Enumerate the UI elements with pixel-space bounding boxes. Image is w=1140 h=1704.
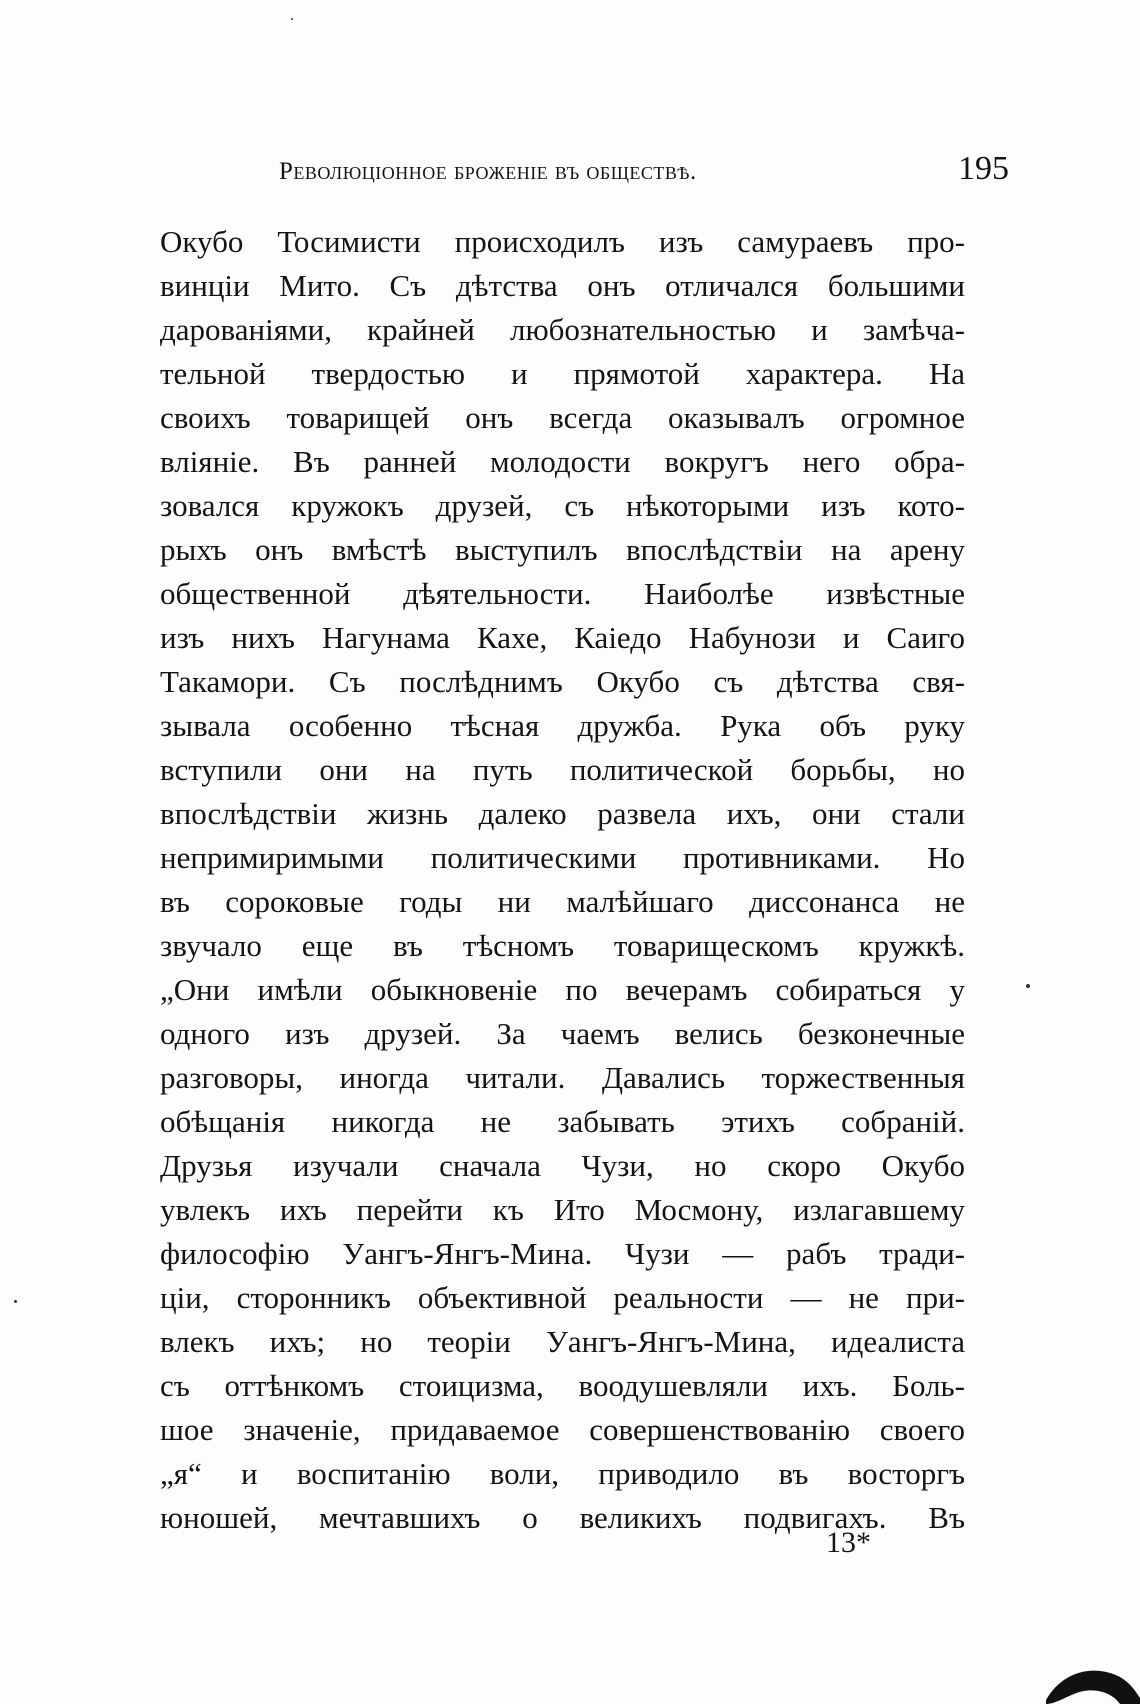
text-line-24: философію Уангъ-Янгъ-Мина. Чузи — рабъ тради- [160, 1236, 965, 1271]
text-line-28: шое значеніе, придаваемое совершенствованію своего [160, 1412, 965, 1447]
text-line-18: „Они имѣли обыкновеніе по вечерамъ собираться у [160, 972, 965, 1007]
ink-blot [1040, 1642, 1140, 1704]
running-head [279, 150, 1009, 200]
text-line-6: вліяніе. Въ ранней молодости вокругъ него обра- [160, 444, 965, 479]
text-line-23: увлекъ ихъ перейти къ Ито Мосмону, излагавшему [160, 1192, 965, 1227]
body-text [160, 220, 965, 1540]
paper-speck [1026, 984, 1030, 988]
text-line-12: зывала особенно тѣсная дружба. Рука объ руку [160, 708, 965, 743]
text-line-13: вступили они на путь политической борьбы, но [160, 752, 965, 787]
text-line-19: одного изъ друзей. За чаемъ велись безконечные [160, 1016, 965, 1051]
text-line-30: юношей, мечтавшихъ о великихъ подвигахъ. Въ [160, 1500, 965, 1535]
text-line-7: зовался кружокъ друзей, съ нѣкоторыми изъ кото- [160, 488, 965, 523]
text-line-5: своихъ товарищей онъ всегда оказывалъ огромное [160, 400, 965, 435]
text-line-15: непримиримыми политическими противниками. Но [160, 840, 965, 875]
running-title: Революціонное броженіе въ обществѣ. [279, 158, 697, 185]
text-line-21: обѣщанія никогда не забывать этихъ собраній. [160, 1104, 965, 1139]
text-line-20: разговоры, иногда читали. Давались торжественныя [160, 1060, 965, 1095]
text-line-17: звучало еще въ тѣсномъ товарищескомъ кружкѣ. [160, 928, 965, 963]
text-line-14: впослѣдствіи жизнь далеко развела ихъ, они стали [160, 796, 965, 831]
page-number: 195 [958, 150, 1009, 187]
paper-speck [291, 18, 293, 20]
text-line-26: влекъ ихъ; но теоріи Уангъ-Янгъ-Мина, идеалиста [160, 1324, 965, 1359]
text-line-11: Такамори. Съ послѣднимъ Окубо съ дѣтства свя- [160, 664, 965, 699]
text-line-8: рыхъ онъ вмѣстѣ выступилъ впослѣдствіи на арену [160, 532, 965, 567]
text-line-10: изъ нихъ Нагунама Кахе, Каіедо Набунози и Саиго [160, 620, 965, 655]
text-line-16: въ сороковые годы ни малѣйшаго диссонанса не [160, 884, 965, 919]
signature-mark: 13* [826, 1526, 871, 1559]
text-line-3: дарованіями, крайней любознательностью и замѣча- [160, 312, 965, 347]
text-line-25: ціи, сторонникъ объективной реальности — не при- [160, 1280, 965, 1315]
text-line-1: Окубо Тосимисти происходилъ изъ самураевъ про- [160, 224, 965, 259]
text-line-27: съ оттѣнкомъ стоицизма, воодушевляли ихъ. Боль- [160, 1368, 965, 1403]
text-line-4: тельной твердостью и прямотой характера. На [160, 356, 965, 391]
text-line-9: общественной дѣятельности. Наиболѣе извѣстные [160, 576, 965, 611]
text-line-29: „я“ и воспитанію воли, приводило въ восторгъ [160, 1456, 965, 1491]
paper-speck [14, 1300, 17, 1303]
text-line-22: Друзья изучали сначала Чузи, но скоро Окубо [160, 1148, 965, 1183]
text-line-2: винціи Мито. Съ дѣтства онъ отличался большими [160, 268, 965, 303]
